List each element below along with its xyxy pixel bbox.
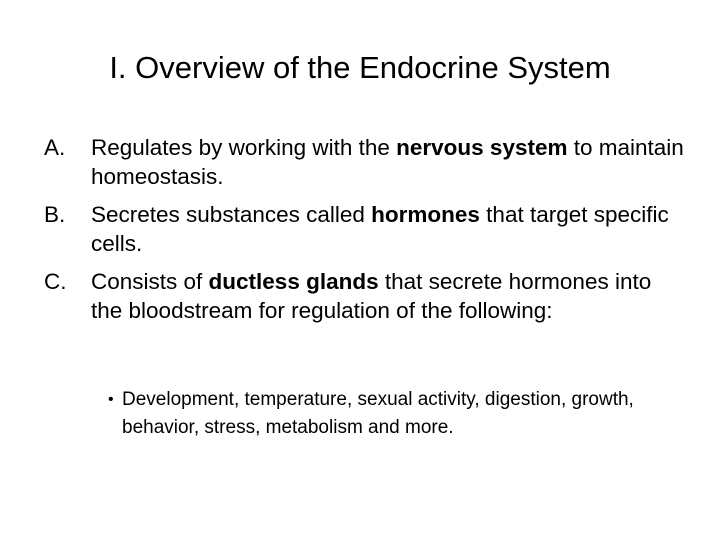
bullet-icon: • <box>108 391 114 408</box>
list-item-text <box>91 200 684 258</box>
text-segment: Consists of <box>91 269 209 294</box>
text-segment: to maintain homeostasis. <box>91 135 684 189</box>
bullet-list <box>108 386 668 442</box>
list-item <box>44 200 684 258</box>
text-segment: Secretes substances called <box>91 202 372 227</box>
list-marker: B. <box>44 202 66 227</box>
outline-list <box>44 133 684 334</box>
bold-term: nervous system <box>396 135 568 160</box>
list-item <box>44 267 684 325</box>
list-marker: A. <box>44 135 66 160</box>
bold-term: ductless glands <box>208 269 379 294</box>
list-item-text <box>91 267 684 325</box>
list-item <box>44 133 684 191</box>
text-segment: that secrete hormones into the bloodstream for regulation of the following: <box>91 269 652 323</box>
list-item-text <box>91 133 684 191</box>
bullet-item <box>108 386 668 442</box>
text-segment: Regulates by working with the <box>91 135 397 160</box>
bullet-text: Development, temperature, sexual activity, digestion, growth, behavior, stress, metabolism and more. <box>122 389 634 438</box>
text-segment: that target specific cells. <box>91 202 669 256</box>
bold-term: hormones <box>371 202 480 227</box>
list-marker: C. <box>44 269 67 294</box>
slide-title: I. Overview of the Endocrine System <box>109 50 611 85</box>
